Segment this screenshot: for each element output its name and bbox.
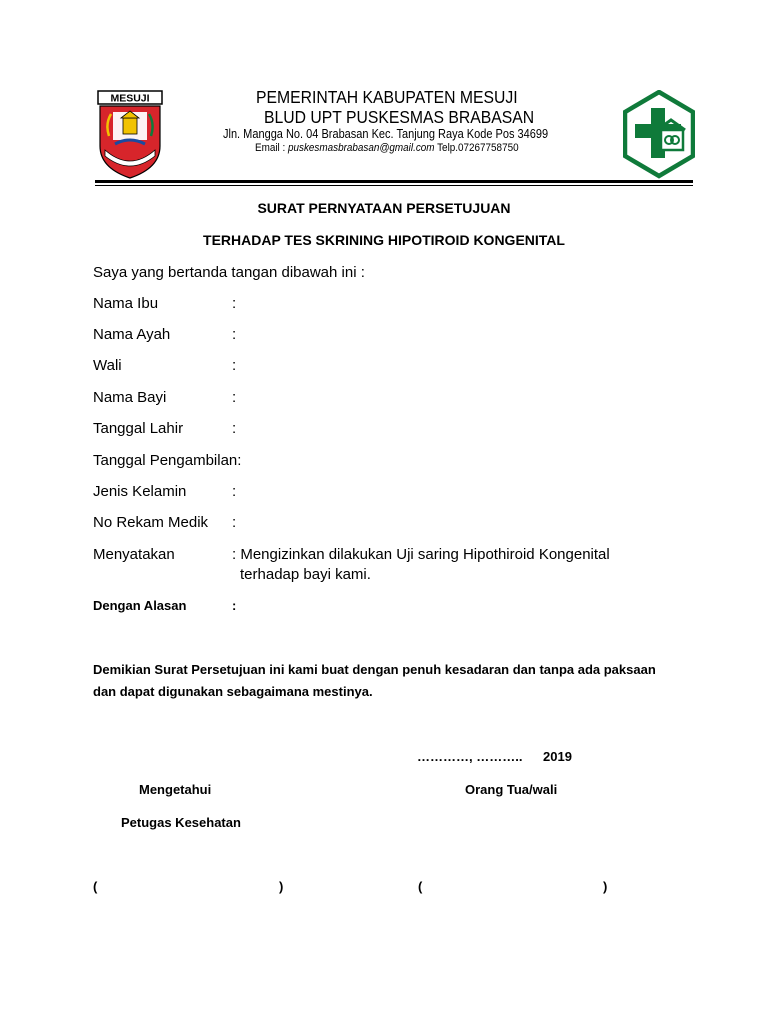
- field-colon: :: [232, 295, 237, 312]
- field-label-nama-ibu: Nama Ibu: [93, 295, 159, 312]
- signature-right-close-paren: ): [603, 879, 608, 894]
- org-address: Jln. Mangga No. 04 Brabasan Kec. Tanjung Raya Kode Pos 34699: [223, 127, 549, 141]
- mesuji-regency-logo: [97, 90, 163, 180]
- date-placeholder: …………, ………..: [417, 749, 523, 764]
- signature-right-open-paren: (: [418, 879, 423, 894]
- field-label-nama-bayi: Nama Bayi: [93, 389, 167, 406]
- document-subtitle: TERHADAP TES SKRINING HIPOTIROID KONGENITAL: [203, 232, 565, 248]
- document-title: SURAT PERNYATAAN PERSETUJUAN: [257, 200, 511, 216]
- signature-left-open-paren: (: [93, 879, 98, 894]
- signature-left-title: Mengetahui: [139, 782, 212, 797]
- phone-number: Telp.07267758750: [434, 142, 519, 154]
- field-colon: :: [232, 357, 237, 374]
- contact-line: [255, 142, 519, 154]
- field-colon: :: [232, 420, 237, 437]
- org-name-line2: BLUD UPT PUSKESMAS BRABASAN: [264, 107, 535, 127]
- signature-left-close-paren: ): [279, 879, 284, 894]
- reason-colon: :: [232, 598, 237, 613]
- statement-text-line1: : Mengizinkan dilakukan Uji saring Hipothiroid Kongenital: [232, 546, 610, 563]
- field-label-tanggal-pengambilan: Tanggal Pengambilan:: [93, 452, 242, 469]
- letterhead-divider-thin: [95, 185, 693, 186]
- closing-text-line2: dan dapat digunakan sebagaimana mestinya.: [93, 684, 373, 699]
- field-label-jenis-kelamin: Jenis Kelamin: [93, 483, 187, 500]
- puskesmas-logo: [623, 90, 695, 180]
- signature-right-title: Orang Tua/wali: [465, 782, 558, 797]
- reason-label: Dengan Alasan: [93, 598, 187, 613]
- logo-text: MESUJI: [110, 92, 150, 105]
- field-label-tanggal-lahir: Tanggal Lahir: [93, 420, 184, 437]
- closing-text-line1: Demikian Surat Persetujuan ini kami buat dengan penuh kesadaran dan tanpa ada paksaan: [93, 662, 656, 677]
- field-colon: :: [232, 389, 237, 406]
- statement-label: Menyatakan: [93, 546, 175, 563]
- field-colon: :: [232, 514, 237, 531]
- org-name-line1: PEMERINTAH KABUPATEN MESUJI: [256, 87, 518, 107]
- email-address: puskesmasbrabasan@gmail.com: [288, 142, 435, 154]
- statement-text-line2: terhadap bayi kami.: [240, 566, 371, 583]
- field-label-no-rekam-medik: No Rekam Medik: [93, 514, 209, 531]
- letterhead-divider-thick: [95, 180, 693, 183]
- field-colon: :: [232, 483, 237, 500]
- date-year: 2019: [543, 749, 572, 764]
- field-colon: :: [232, 326, 237, 343]
- email-prefix: Email :: [255, 142, 289, 154]
- field-label-wali: Wali: [93, 357, 122, 374]
- field-label-nama-ayah: Nama Ayah: [93, 326, 171, 343]
- signature-left-role: Petugas Kesehatan: [121, 815, 241, 830]
- intro-text: Saya yang bertanda tangan dibawah ini :: [93, 264, 365, 281]
